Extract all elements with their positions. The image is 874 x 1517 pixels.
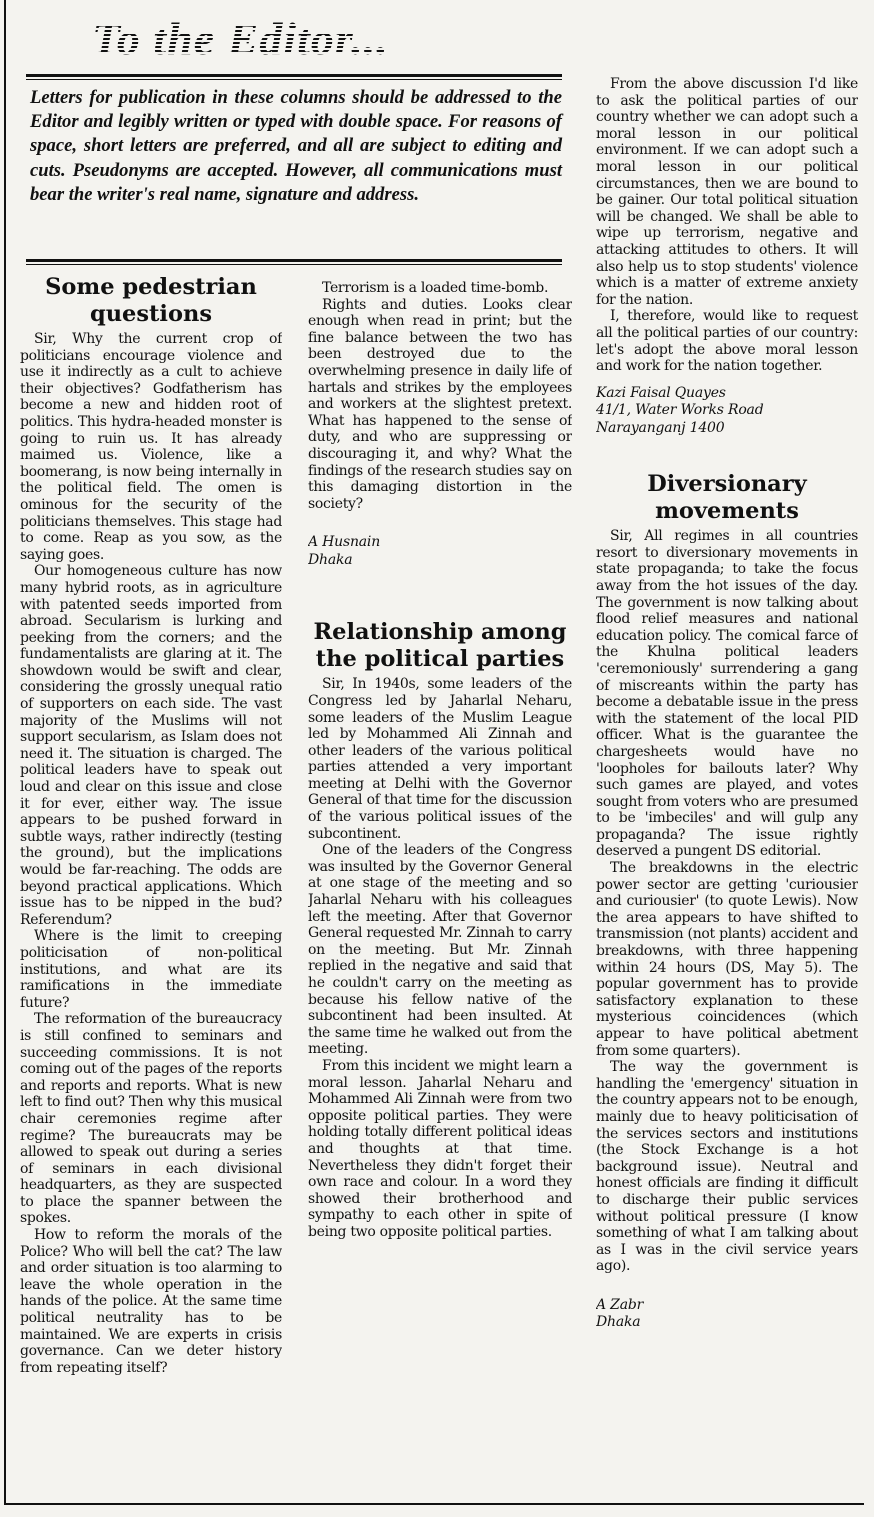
rule-notice-bottom-thin: [26, 264, 562, 265]
signature-line: Dhaka: [308, 551, 353, 568]
signature-line: 41/1, Water Works Road: [596, 402, 764, 419]
paragraph: Rights and duties. Looks clear enough when read in print; but the fine balance between the two has been destroyed due to the overwhelming presence in daily life of hartals and strikes by the employees and workers at the slightest pretext. What has happened to the sense of duty, and who are suppressing or discouraging it, and why? What the findings of the research studies say on this damaging distortion in the society?: [308, 296, 572, 512]
column-1: [20, 274, 282, 1500]
editor-notice: Letters for publication in these columns should be addressed to the Editor and legibly written or typed with double space. For reasons of space, short letters are preferred, and all are subject to editing and cuts. Pseudonyms are accepted. However, all communications must bear the writer's real name, signature and address.: [30, 87, 562, 205]
paragraph: Sir, In 1940s, some leaders of the Congress led by Jaharlal Neharu, some leaders of the Muslim League led by Mohammed Ali Zinnah and other leaders of the various political parties attended a very important meeting at Delhi with the Governor General of that time for the discussion of the various political issues of the subcontinent.: [308, 676, 572, 842]
paragraph: The reformation of the bureaucracy is still confined to seminars and succeeding commissions. It is not coming out of the pages of the reports and reports and reports. What is new left to find out? Then why this musical chair ceremonies regime after regime? The bureaucrats may be allowed to speak out during a series of seminars in each divisional headquarters, as they are suspected to place the spanner between the spokes.: [20, 1011, 282, 1227]
rule-top-left-thin: [26, 79, 562, 80]
signature-line: Dhaka: [596, 1314, 641, 1331]
signature-line: Narayanganj 1400: [596, 419, 725, 436]
headline-relationship: Relationship among the political parties: [313, 619, 567, 672]
signature-line: A Zabr: [596, 1296, 644, 1313]
paragraph: Our homogeneous culture has now many hybrid roots, as in agriculture with patented seeds imported from abroad. Secularism is lurking and peeking from the corners; and the fundamentalists are glaring at it. The showdown would be swift and clear, considering the grossly unequal ratio of supporters on each side. The vast majority of the Muslims will not support secularism, as Islam does not need it. The situation is charged. The political leaders have to speak out loud and clear on this issue and close it for ever, either way. The issue appears to be pushed forward in subtle ways, rather indirectly (testing the ground), but the implications would be far-reaching. The odds are beyond practical applications. Which issue has to be nipped in the bud? Referendum?: [20, 563, 282, 928]
headline-pedestrian-questions: Some pedestrian questions: [45, 274, 257, 327]
paragraph: How to reform the morals of the Police? Who will bell the cat? The law and order situation is too alarming to leave the whole operation in the hands of the police. At the same time political neutrality has to be maintained. We are experts in crisis governance. Can we deter history from repeating itself?: [20, 1227, 282, 1376]
column-3: [596, 76, 858, 1500]
column-2: [308, 280, 572, 1502]
rule-bottom: [4, 1503, 864, 1505]
letter-pedestrian-questions: [20, 274, 282, 1376]
signature-zabr: [596, 1297, 858, 1332]
paragraph: From this incident we might learn a moral lesson. Jaharlal Neharu and Mohammed Ali Zinnah were from two opposite political parties. They were holding totally different political ideas and thoughts at that time. Nevertheless they didn't forget their own race and colour. In a word they showed their brotherhood and sympathy to each other in spite of being two opposite political parties.: [308, 1057, 572, 1240]
rule-top-left: [26, 74, 562, 77]
rule-left-border: [4, 0, 6, 1505]
paragraph: Where is the limit to creeping politicisation of non-political institutions, and what are its ramifications in the immediate future?: [20, 928, 282, 1011]
signature-line: Kazi Faisal Quayes: [596, 384, 726, 401]
signature-husnain: [308, 534, 572, 569]
paragraph: One of the leaders of the Congress was insulted by the Governor General at one stage of the meeting and so Jaharlal Neharu with his colleagues left the meeting. After that Governor General requested Mr. Zinnah to carry on the meeting. But Mr. Zinnah replied in the negative and said that he couldn't carry on the meeting as because his fellow native of the subcontinent had been insulted. At the same time he walked out from the meeting.: [308, 842, 572, 1058]
letter-relationship: [308, 619, 572, 1240]
paragraph: Sir, Why the current crop of politicians encourage violence and use it indirectly as a cult to achieve their objectives? Godfatherism has become a new and hidden root of politics. This hydra-headed monster is going to ruin us. It has already maimed us. Violence, like a boomerang, is now being internally in the political field. The omen is ominous for the security of the politicians themselves. This stage had to come. Reap as you sow, as the saying goes.: [20, 331, 282, 563]
paragraph: Terrorism is a loaded time-bomb.: [322, 280, 549, 296]
paragraph: Sir, All regimes in all countries resort to diversionary movements in state propaganda; to take the focus away from the hot issues of the day. The government is now talking about flood relief measures and national education policy. The comical farce of the Khulna political leaders 'ceremoniously' surrendering a gang of miscreants within the party has become a debatable issue in the press with the statement of the local PID officer. What is the guarantee the chargesheets would have no 'loopholes for bailouts later? Why such games are played, and votes sought from voters who are presumed to be 'imbeciles' and will gulp any propaganda? The issue rightly deserved a pungent DS editorial.: [596, 528, 858, 860]
headline-diversionary: Diversionary movements: [647, 471, 807, 524]
paragraph: From the above discussion I'd like to ask the political parties of our country whether we can adopt such a moral lesson in our political environment. If we can adopt such a moral lesson in our political circumstances, then we are bound to be gainer. Our total political situation will be changed. We shall be able to wipe up terrorism, negative and attacking attitudes to others. It will also help us to stop students' violence which is a matter of extreme anxiety for the nation.: [596, 76, 858, 308]
signature-line: A Husnain: [308, 534, 381, 551]
paragraph: I, therefore, would like to request all the political parties of our country: let's adopt the above moral lesson and work for the nation together.: [596, 308, 858, 375]
signature-quayes: [596, 385, 858, 438]
letter-diversionary: [596, 471, 858, 1275]
paragraph: The way the government is handling the 'emergency' situation in the country appears not to be enough, mainly due to heavy politicisation of the services sectors and institutions (the Stock Exchange is a hot background issue). Neutral and honest officials are finding it difficult to discharge their public services without political pressure (I know something of what I am talking about as I was in the civil service years ago).: [596, 1059, 858, 1275]
paragraph: The breakdowns in the electric power sector are getting 'curiousier and curiousier' (to quote Lewis). Now the area appears to have shifted to transmission (not plants) accident and breakdowns, with three happening within 24 hours (DS, May 5). The popular government has to provide satisfactory explanation to these mysterious coincidences (which appear to have political abetment from some quarters).: [596, 860, 858, 1059]
section-masthead: To the Editor...: [92, 14, 472, 64]
rule-notice-bottom: [26, 259, 562, 262]
